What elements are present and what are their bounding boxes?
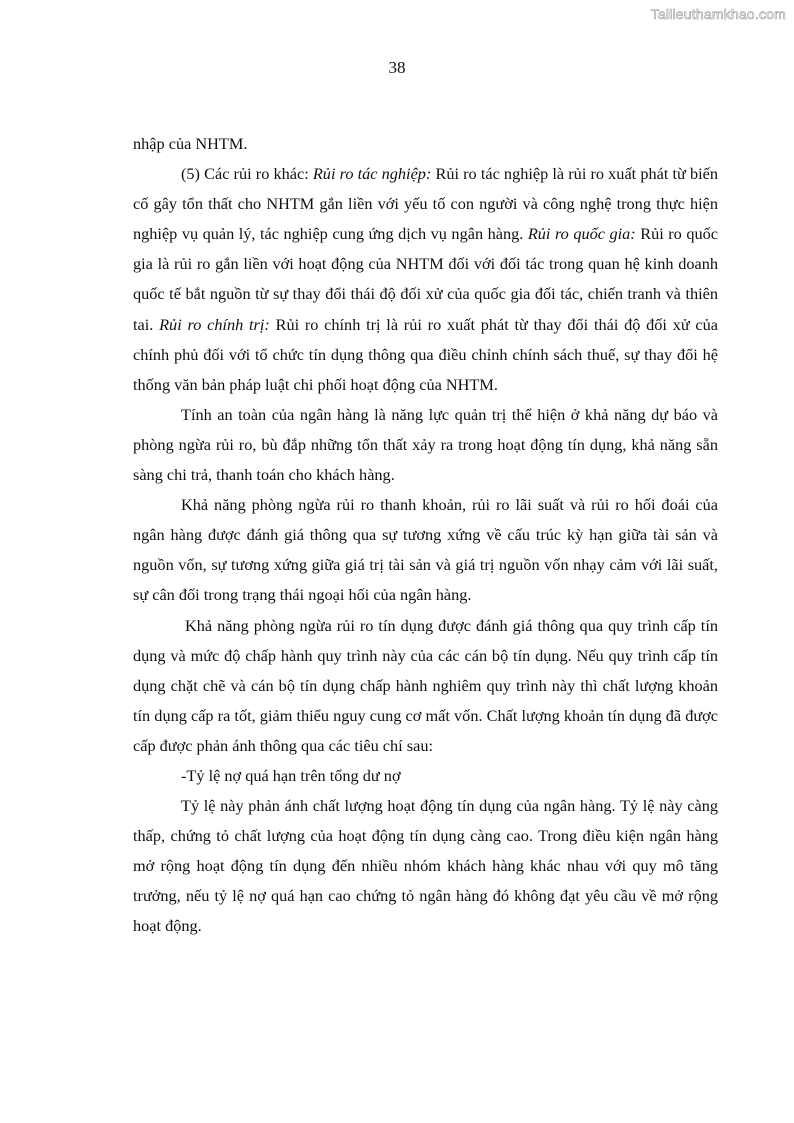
country-risk-term: Rủi ro quốc gia: <box>527 224 636 244</box>
operational-risk-text: Rủi ro tác nghiệp là rủi ro xuất phát từ biến cố gây tổn thất cho NHTM gắn liền với yếu tố con người và công nghệ trong thực hiện nghiệp vụ quản lý, tác nghiệp cung ứng dịch vụ ngân hàng. <box>133 164 718 244</box>
paragraph-overdue-ratio: Tỷ lệ này phản ánh chất lượng hoạt động tín dụng của ngân hàng. Tỷ lệ này càng thấp, chứng tỏ chất lượng của hoạt động tín dụng càng cao. Trong điều kiện ngân hàng mở rộng hoạt động tín dụng đến nhiều nhóm khách hàng khác nhau với quy mô tăng trưởng, nếu tỷ lệ nợ quá hạn cao chứng tỏ ngân hàng đó không đạt yêu cầu về mở rộng hoạt động. <box>133 796 718 936</box>
country-risk-text: Rủi ro quốc gia là rủi ro gắn liền với hoạt động của NHTM đối với đối tác trong quan hệ kinh doanh quốc tế bắt nguồn từ sự thay đổi thái độ đối xử của quốc gia đối tác, chiến tranh và thiên tai. <box>133 224 718 334</box>
paragraph-other-risks <box>133 159 718 400</box>
paragraph-continuation: nhập của NHTM. <box>133 134 248 153</box>
paragraph-bank-safety: Tính an toàn của ngân hàng là năng lực quản trị thể hiện ở khả năng dự báo và phòng ngừa rủi ro, bù đắp những tổn thất xảy ra trong hoạt động tín dụng, khả năng sẵn sàng chi trả, thanh toán cho khách hàng. <box>133 404 718 485</box>
paragraph-overdue-ratio-heading: -Tỷ lệ nợ quá hạn trên tổng dư nợ <box>181 765 401 785</box>
watermark-text: Tailieuthamkhao.com <box>650 6 786 22</box>
political-risk-term: Rủi ro chính trị: <box>159 314 270 334</box>
other-risks-intro: (5) Các rủi ro khác: <box>181 164 313 184</box>
paragraph-liquidity-risk: Khả năng phòng ngừa rủi ro thanh khoản, rủi ro lãi suất và rủi ro hối đoái của ngân hàng được đánh giá thông qua sự tương xứng về cấu trúc kỳ hạn giữa tài sản và nguồn vốn, sự tương xứng giữa giá trị tài sản và giá trị nguồn vốn nhạy cảm với lãi suất, sự cân đối trong trạng thái ngoại hối của ngân hàng. <box>133 495 718 605</box>
political-risk-text: Rủi ro chính trị là rủi ro xuất phát từ thay đổi thái độ đối xử của chính phủ đối với tổ chức tín dụng thông qua điều chỉnh chính sách thuế, sự thay đổi hệ thống văn bản pháp luật chi phối hoạt động của NHTM. <box>133 314 719 394</box>
operational-risk-term: Rủi ro tác nghiệp: <box>312 164 432 184</box>
document-body <box>133 129 718 942</box>
page-number: 38 <box>388 58 406 77</box>
paragraph-credit-risk: Khả năng phòng ngừa rủi ro tín dụng được đánh giá thông qua quy trình cấp tín dụng và mức độ chấp hành quy trình này của các cán bộ tín dụng. Nếu quy trình cấp tín dụng chặt chẽ và cán bộ tín dụng chấp hành nghiêm quy trình này thì chất lượng khoản tín dụng cấp ra tốt, giảm thiểu nguy cung cơ mất vốn. Chất lượng khoản tín dụng đã được cấp được phản ánh thông qua các tiêu chí sau: <box>133 615 718 755</box>
